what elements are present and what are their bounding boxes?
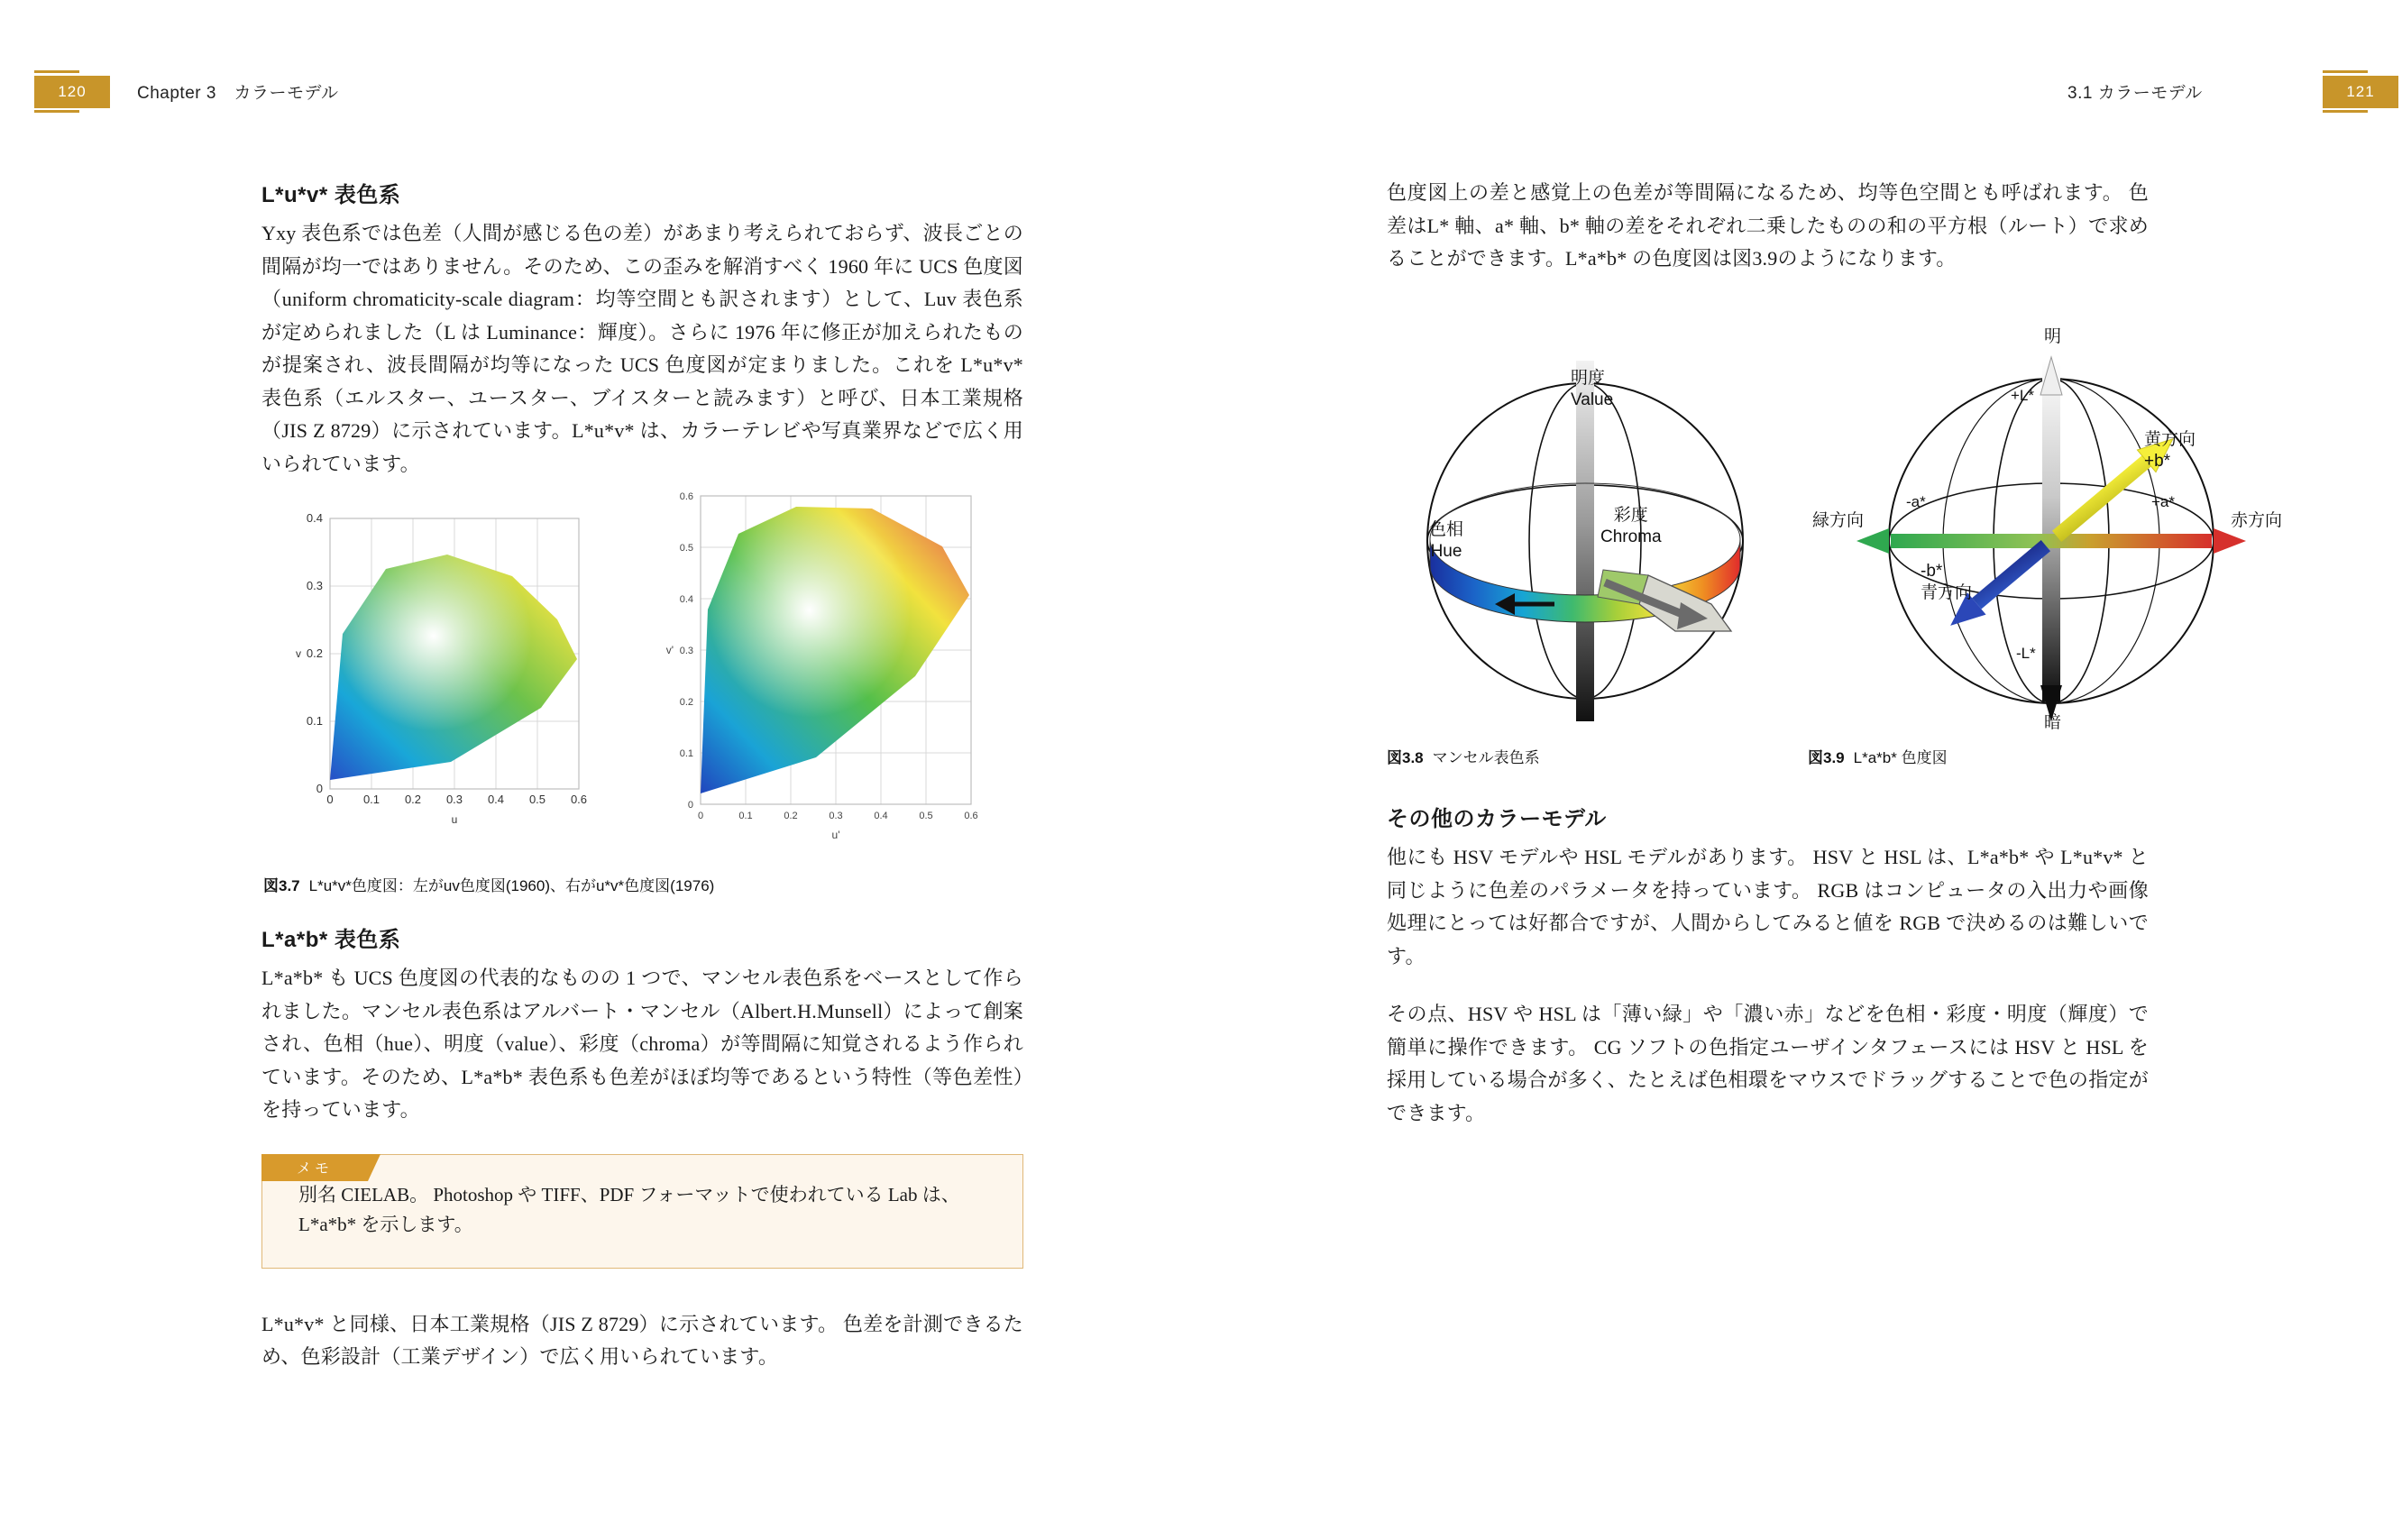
figure-3-7-uv-prime-chart (645, 469, 1023, 866)
figure-3-9-plus-L-label: +L* (2011, 387, 2034, 404)
left-column-lower (261, 921, 1023, 1392)
figure-3-7-caption-text: L*u*v*色度図：左がuv色度図(1960)、右がu*v*色度図(1976) (308, 877, 715, 894)
svg-text:v': v' (665, 644, 674, 656)
section-title-luv: L*u*v* 表色系 (261, 183, 401, 207)
svg-text:0.3: 0.3 (306, 579, 323, 592)
figure-3-8-caption-text: マンセル表色系 (1432, 749, 1540, 766)
figure-3-9-minus-a-label: -a* (1906, 493, 1926, 510)
svg-text:0.2: 0.2 (784, 811, 798, 821)
right-column (1387, 177, 2149, 294)
svg-text:0.5: 0.5 (679, 543, 693, 554)
svg-text:0.6: 0.6 (570, 793, 588, 806)
figure-3-9-top-label: 明 (2044, 327, 2062, 346)
memo-tab-label: メモ (261, 1154, 368, 1181)
header-rule-right (2323, 70, 2368, 73)
svg-text:0.2: 0.2 (679, 697, 693, 708)
svg-text:u': u' (831, 829, 840, 841)
left-column (261, 177, 1023, 499)
svg-text:0.5: 0.5 (919, 811, 933, 821)
running-head-left: Chapter 3 カラーモデル (137, 84, 339, 103)
svg-text:0.1: 0.1 (362, 793, 380, 806)
yellow-dir-line2: +b* (2144, 451, 2171, 471)
svg-text:0.3: 0.3 (445, 793, 463, 806)
figure-3-9-caption-text: L*a*b* 色度図 (1853, 749, 1948, 766)
folio-left: 120 (34, 76, 110, 108)
value-label-line1: 明度 (1571, 369, 1606, 388)
paragraph-intro-right: 色度図上の差と感覚上の色差が等間隔になるため、均等色空間とも呼ばれます。 色差はL* 軸、a* 軸、b* 軸の差をそれぞれ二乗したものの和の平方根（ルート）で求めることができます。L*a*b* の色度図は図3.9のようになります。 (1387, 181, 2149, 270)
right-column-lower (1387, 801, 2149, 1148)
hue-label-line2: Hue (1430, 541, 1462, 561)
value-label-line2: Value (1571, 390, 1614, 409)
section-title-lab: L*a*b* 表色系 (261, 928, 401, 952)
svg-text:0: 0 (687, 800, 693, 811)
folio-right: 121 (2323, 76, 2398, 108)
svg-text:0.3: 0.3 (679, 646, 693, 656)
svg-text:u: u (451, 813, 458, 826)
chroma-label-line2: Chroma (1600, 527, 1662, 546)
header-rule-left (34, 70, 79, 73)
svg-text:0.6: 0.6 (964, 811, 978, 821)
svg-text:0.1: 0.1 (306, 714, 323, 728)
svg-text:0.4: 0.4 (874, 811, 888, 821)
svg-text:0.1: 0.1 (738, 811, 753, 821)
yellow-dir-line1: 黄方向 (2144, 430, 2196, 449)
paragraph-other-2: その点、HSV や HSL は「薄い緑」や「濃い赤」などを色相・彩度・明度（輝度）で簡単に操作できます。 CG ソフトの色指定ユーザインタフェースには HSV と HSL を採用している場合が多く、たとえば色相環をマウスでドラッグすることで色の指定ができます。 (1387, 1003, 2149, 1124)
figure-3-9-minus-L-label: -L* (2016, 645, 2036, 662)
figure-3-7-caption (263, 873, 714, 895)
figure-3-8-chroma-label (1600, 505, 1662, 548)
figure-3-9-plus-a-label: +a* (2151, 493, 2175, 510)
svg-text:0: 0 (697, 811, 704, 821)
figure-3-9-yellow-direction-label (2144, 429, 2196, 472)
svg-text:0.2: 0.2 (404, 793, 422, 806)
svg-text:0.1: 0.1 (679, 748, 693, 759)
figure-3-8-caption-number: 図3.8 (1387, 749, 1424, 766)
svg-text:0.2: 0.2 (306, 646, 323, 660)
header-rule-right-2 (2323, 110, 2368, 113)
figure-3-9-blue-direction-label (1921, 561, 1972, 604)
figure-3-9-green-direction-label: 緑方向 (1812, 511, 1865, 530)
figure-3-9-caption (1808, 745, 1948, 767)
memo-box (261, 1154, 1023, 1269)
chroma-label-line1: 彩度 (1613, 506, 1648, 525)
figure-3-9-red-direction-label: 赤方向 (2231, 511, 2283, 530)
section-title-other-models: その他のカラーモデル (1387, 807, 1607, 831)
blue-dir-line2: 青方向 (1921, 582, 1973, 602)
header-rule-left-2 (34, 110, 79, 113)
hue-label-line1: 色相 (1429, 520, 1464, 539)
svg-text:v: v (296, 647, 301, 660)
svg-text:0.4: 0.4 (679, 594, 693, 605)
blue-dir-line1: -b* (1921, 562, 1943, 581)
svg-text:0.3: 0.3 (829, 811, 843, 821)
figure-3-7-caption-number: 図3.7 (263, 877, 300, 894)
figure-3-8-value-label (1571, 368, 1613, 411)
figure-3-9-caption-number: 図3.9 (1808, 749, 1845, 766)
svg-text:0.4: 0.4 (487, 793, 505, 806)
memo-text: 別名 CIELAB。 Photoshop や TIFF、PDF フォーマットで使われている Lab は、L*a*b* を示します。 (298, 1183, 960, 1236)
running-head-right: 3.1 カラーモデル (2067, 84, 2203, 103)
svg-text:0.5: 0.5 (528, 793, 546, 806)
paragraph-lab: L*a*b* も UCS 色度図の代表的なものの 1 つで、マンセル表色系をベースとして作られました。マンセル表色系はアルバート・マンセル（Albert.H.Munsell）によって創案され、色相（hue）、明度（value）、彩度（chroma）が等間隔に知覚されるよう作られています。そのため、L*a*b* 表色系も色差がほぼ均等であるという特性（等色差性）を持っています。 (261, 967, 1023, 1122)
figure-3-7-uv-chart (270, 482, 631, 861)
figure-3-8-caption (1387, 745, 1540, 767)
figure-3-9-lab-sphere (1835, 325, 2268, 757)
figure-3-8-hue-label (1429, 519, 1463, 563)
paragraph-luv: Yxy 表色系では色差（人間が感じる色の差）があまり考えられておらず、波長ごとの間隔が均一ではありません。そのため、この歪みを解消すべく 1960 年に UCS 色度図（uniform chromaticity-scale diagram：均等空間とも訳されます）として、Luv 表色系が定められました（L は Luminance：輝度）。さらに 1976 年に修正が加えられたものが提案され、波長間隔が均等になった UCS 色度図が定まりました。これを L*u*v* 表色系（エルスター、ユースター、ブイスターと読みます）と呼び、日本工業規格（JIS Z 8729）に示されています。L*u*v* は、カラーテレビや写真業界などで広く用いられています。 (261, 222, 1023, 475)
paragraph-lab-closing: L*u*v* と同様、日本工業規格（JIS Z 8729）に示されています。 色差を計測できるため、色彩設計（工業デザイン）で広く用いられています。 (261, 1312, 1023, 1369)
svg-text:0: 0 (316, 782, 323, 795)
svg-text:0.4: 0.4 (306, 511, 323, 525)
figure-3-9-bottom-label: 暗 (2044, 713, 2062, 732)
svg-text:0: 0 (326, 793, 334, 806)
paragraph-other-1: 他にも HSV モデルや HSL モデルがあります。 HSV と HSL は、L*a*b* や L*u*v* と同じように色差のパラメータを持っています。 RGB はコンピュータの入出力や画像処理にとっては好都合ですが、人間からしてみると値を RGB で決めるのは難しいです。 (1387, 846, 2149, 967)
svg-text:0.6: 0.6 (679, 491, 693, 502)
